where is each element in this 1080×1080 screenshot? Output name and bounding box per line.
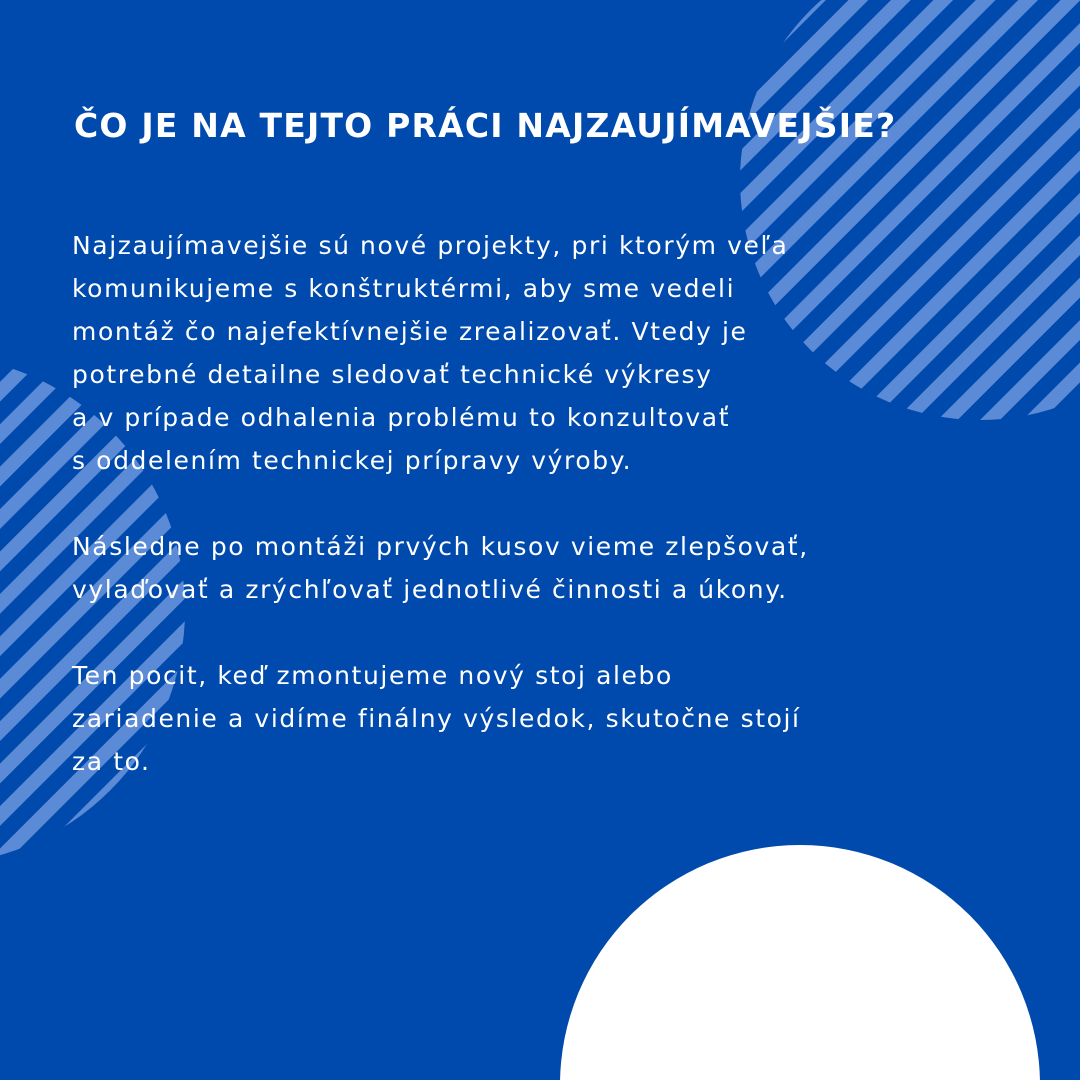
text-line: vylaďovať a zrýchľovať jednotlivé činnosti a úkony. [72, 575, 788, 604]
text-line: Následne po montáži prvých kusov vieme zlepšovať, [72, 532, 809, 561]
white-circle-bottom [560, 845, 1040, 1080]
text-line: zariadenie a vidíme finálny výsledok, skutočne stojí [72, 704, 801, 733]
text-line: Ten pocit, keď zmontujeme nový stoj alebo [72, 661, 673, 690]
text-line: potrebné detailne sledovať technické výkresy [72, 360, 713, 389]
text-line: a v prípade odhalenia problému to konzultovať [72, 403, 731, 432]
body-text [72, 224, 1032, 826]
paragraph-1 [72, 224, 1032, 482]
text-line: komunikujeme s konštruktérmi, aby sme vedeli [72, 274, 736, 303]
paragraph-3 [72, 654, 1032, 783]
text-line: Najzaujímavejšie sú nové projekty, pri ktorým veľa [72, 231, 789, 260]
text-line: montáž čo najefektívnejšie zrealizovať. Vtedy je [72, 317, 748, 346]
paragraph-2 [72, 525, 1032, 611]
page-title: ČO JE NA TEJTO PRÁCI NAJZAUJÍMAVEJŠIE? [74, 106, 897, 145]
text-line: za to. [72, 747, 151, 776]
text-line: s oddelením technickej prípravy výroby. [72, 446, 633, 475]
